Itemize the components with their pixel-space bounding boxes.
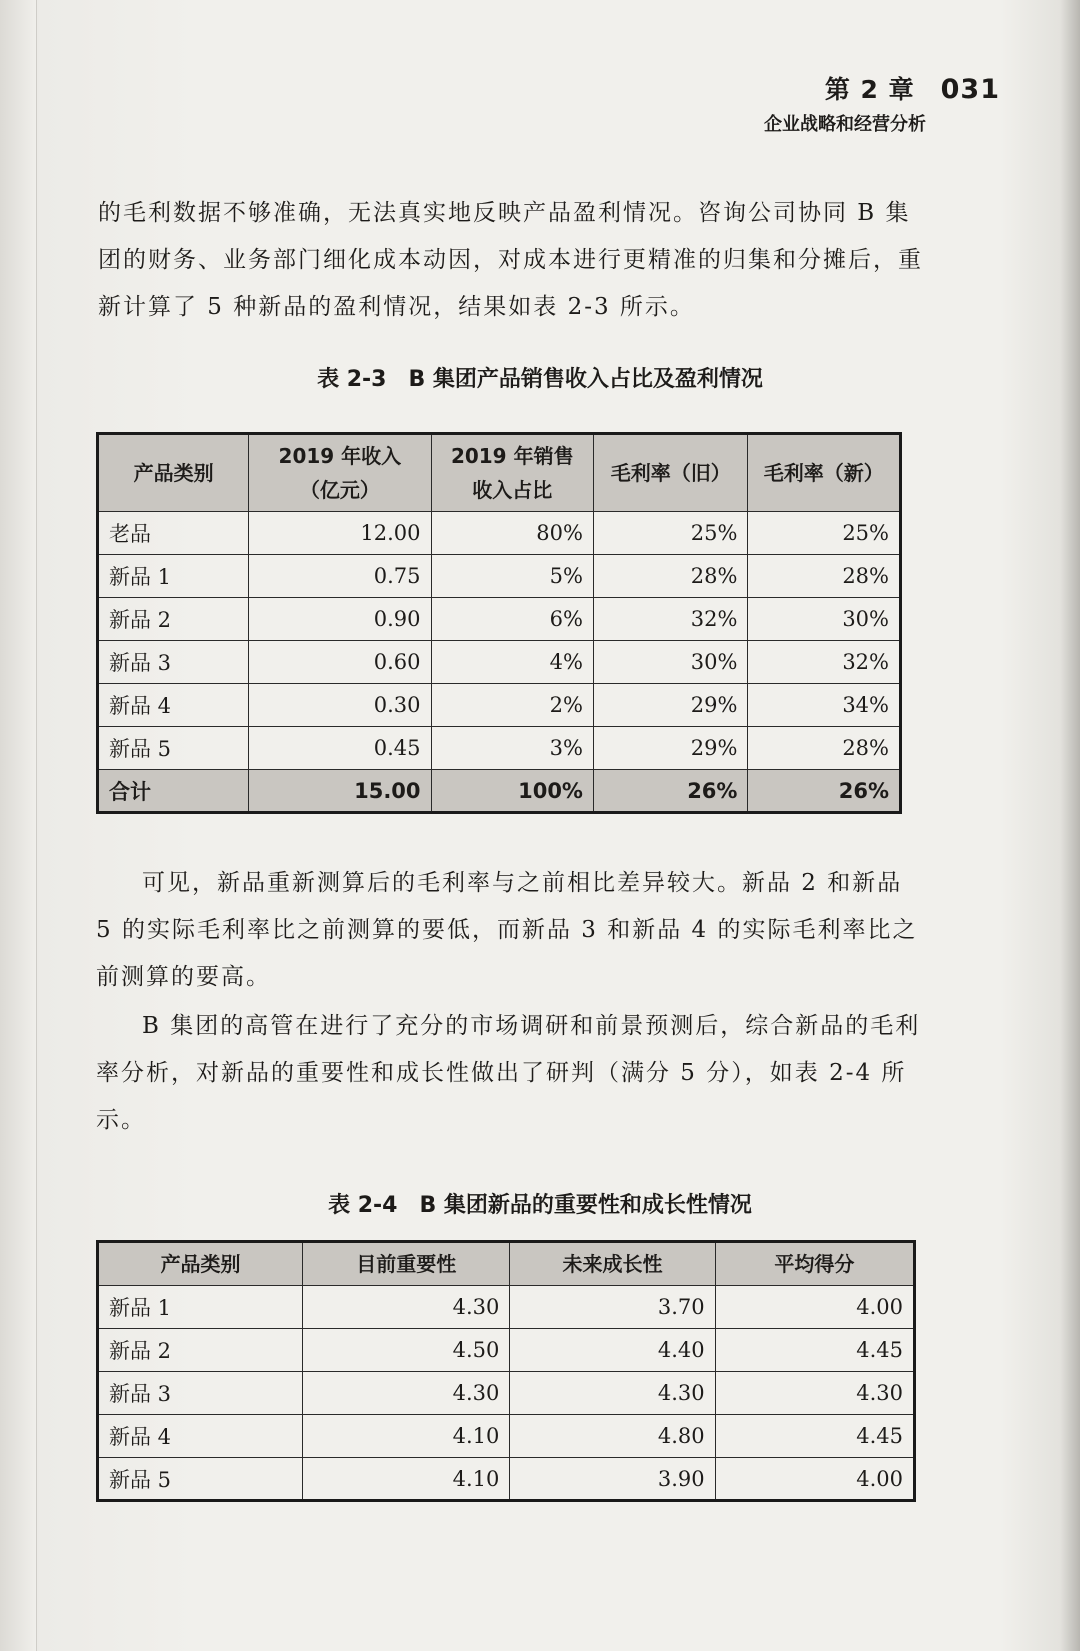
cell: 4.40: [510, 1329, 715, 1372]
cell: 26%: [748, 770, 901, 813]
table-row: [98, 1415, 915, 1458]
facing-page-edge: [0, 0, 37, 1651]
cell: 4.30: [303, 1372, 510, 1415]
cell: 4.80: [510, 1415, 715, 1458]
cell: 34%: [748, 684, 901, 727]
cell: 32%: [593, 598, 747, 641]
col-header: 毛利率（新）: [748, 434, 901, 512]
table-2-4-caption: 表 2-4 B 集团新品的重要性和成长性情况: [328, 1193, 752, 1218]
table-2-3-caption: 表 2-3 B 集团产品销售收入占比及盈利情况: [317, 367, 763, 392]
cell: 100%: [431, 770, 593, 813]
chapter-label: 第 2 章: [824, 75, 915, 104]
col-header: 2019 年销售收入占比: [431, 434, 593, 512]
cell: 4.30: [510, 1372, 715, 1415]
col-header: 未来成长性: [510, 1242, 715, 1286]
cell: 老品: [98, 512, 249, 555]
col-header: 产品类别: [98, 1242, 303, 1286]
cell: 新品 2: [98, 598, 249, 641]
table-row: [98, 1372, 915, 1415]
table-2-4: [96, 1240, 916, 1502]
table-row: [98, 1458, 915, 1501]
cell: 3.90: [510, 1458, 715, 1501]
cell: 4.30: [715, 1372, 914, 1415]
cell: 30%: [748, 598, 901, 641]
cell: 28%: [748, 727, 901, 770]
cell: 0.45: [249, 727, 431, 770]
col-header: 产品类别: [98, 434, 249, 512]
cell: 26%: [593, 770, 747, 813]
cell: 4%: [431, 641, 593, 684]
cell: 28%: [748, 555, 901, 598]
cell: 0.90: [249, 598, 431, 641]
cell: 25%: [593, 512, 747, 555]
table-total-row: [98, 770, 901, 813]
col-header: 目前重要性: [303, 1242, 510, 1286]
cell: 29%: [593, 727, 747, 770]
cell: 0.75: [249, 555, 431, 598]
paragraph-3: B 集团的高管在进行了充分的市场调研和前景预测后，综合新品的毛利率分析，对新品的重要性和成长性做出了研判（满分 5 分），如表 2-4 所示。: [96, 1013, 921, 1133]
cell: 5%: [431, 555, 593, 598]
cell: 新品 1: [98, 1286, 303, 1329]
cell: 4.00: [715, 1458, 914, 1501]
cell: 25%: [748, 512, 901, 555]
cell: 4.10: [303, 1415, 510, 1458]
cell: 12.00: [249, 512, 431, 555]
cell: 30%: [593, 641, 747, 684]
cell: 4.00: [715, 1286, 914, 1329]
cell: 32%: [748, 641, 901, 684]
col-header: 2019 年收入（亿元）: [249, 434, 431, 512]
cell: 15.00: [249, 770, 431, 813]
table-row: [98, 598, 901, 641]
cell: 0.30: [249, 684, 431, 727]
cell: 新品 5: [98, 1458, 303, 1501]
table-row: [98, 555, 901, 598]
chapter-subtitle: 企业战略和经营分析: [764, 114, 926, 135]
cell: 新品 1: [98, 555, 249, 598]
cell: 4.10: [303, 1458, 510, 1501]
running-header: [764, 70, 1000, 136]
table-header-row: [98, 434, 901, 512]
table-row: [98, 684, 901, 727]
page-number: 031: [940, 74, 1000, 105]
table-header-row: [98, 1242, 915, 1286]
cell: 新品 3: [98, 641, 249, 684]
table-row: [98, 1329, 915, 1372]
table-2-3: [96, 432, 902, 814]
col-header: 平均得分: [715, 1242, 914, 1286]
cell: 合计: [98, 770, 249, 813]
cell: 4.45: [715, 1329, 914, 1372]
cell: 4.50: [303, 1329, 510, 1372]
table-row: [98, 641, 901, 684]
cell: 3.70: [510, 1286, 715, 1329]
cell: 新品 4: [98, 684, 249, 727]
paragraph-2: 可见，新品重新测算后的毛利率与之前相比差异较大。新品 2 和新品 5 的实际毛利率比之前测算的要低，而新品 3 和新品 4 的实际毛利率比之前测算的要高。: [96, 870, 918, 990]
table-row: [98, 727, 901, 770]
paragraph-1: 的毛利数据不够准确，无法真实地反映产品盈利情况。咨询公司协同 B 集团的财务、业务部门细化成本动因，对成本进行更精准的归集和分摊后，重新计算了 5 种新品的盈利情况，结果如表 2-3 所示。: [98, 200, 923, 320]
cell: 4.30: [303, 1286, 510, 1329]
cell: 0.60: [249, 641, 431, 684]
cell: 新品 2: [98, 1329, 303, 1372]
cell: 80%: [431, 512, 593, 555]
cell: 28%: [593, 555, 747, 598]
cell: 29%: [593, 684, 747, 727]
cell: 新品 3: [98, 1372, 303, 1415]
cell: 4.45: [715, 1415, 914, 1458]
cell: 2%: [431, 684, 593, 727]
cell: 新品 5: [98, 727, 249, 770]
cell: 3%: [431, 727, 593, 770]
table-row: [98, 1286, 915, 1329]
col-header: 毛利率（旧）: [593, 434, 747, 512]
table-row: [98, 512, 901, 555]
cell: 6%: [431, 598, 593, 641]
cell: 新品 4: [98, 1415, 303, 1458]
